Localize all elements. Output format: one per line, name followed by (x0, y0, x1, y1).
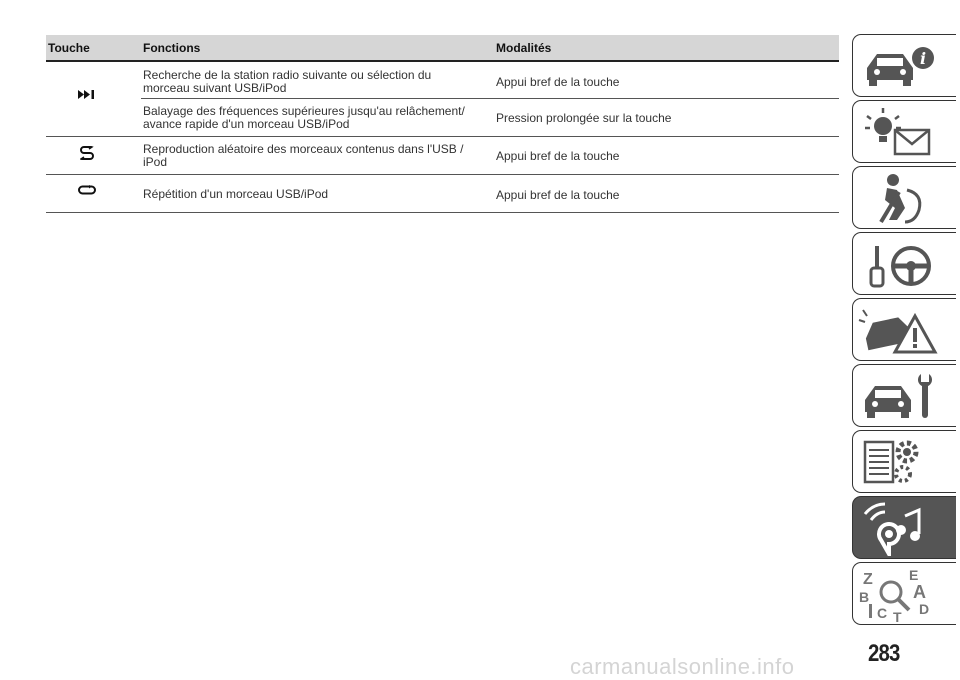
seat-airbag-icon (857, 170, 953, 226)
car-crash-warning-icon (857, 302, 953, 358)
car-info-icon (857, 38, 953, 94)
table-row (46, 62, 839, 137)
specs-gears-icon (857, 434, 953, 490)
mode-text: Appui bref de la touche (496, 75, 620, 89)
table-row (46, 137, 839, 175)
tab-car-info[interactable] (852, 34, 956, 97)
svg-text:i: i (920, 49, 927, 68)
svg-text:T: T (893, 609, 902, 622)
watermark: carmanualsonline.info (570, 654, 795, 679)
svg-text:C: C (877, 605, 888, 621)
shuffle-icon (46, 146, 128, 160)
warning-light-message-icon (857, 104, 953, 160)
mode-text: Appui bref de la touche (496, 149, 620, 163)
function-text: Répétition d'un morceau USB/iPod (143, 187, 329, 201)
tab-multimedia[interactable] (852, 496, 956, 559)
tab-starting-driving[interactable] (852, 232, 956, 295)
tab-maintenance[interactable] (852, 364, 956, 427)
mode-text: Appui bref de la touche (496, 188, 620, 202)
svg-text:Z: Z (863, 571, 873, 588)
svg-text:E: E (909, 567, 919, 583)
controls-table (46, 35, 839, 213)
mode-text: Pression prolongée sur la touche (496, 111, 672, 125)
header-fonctions: Fonctions (143, 41, 201, 55)
alphabetical-index-icon (857, 566, 953, 622)
table-row (46, 175, 839, 213)
tab-emergency[interactable] (852, 298, 956, 361)
tab-safety[interactable] (852, 166, 956, 229)
function-text: Reproduction aléatoire des morceaux contenus dans l'USB / iPod (143, 142, 464, 169)
tab-index[interactable] (852, 562, 956, 625)
header-modalites: Modalités (496, 41, 552, 55)
key-steering-wheel-icon (857, 236, 953, 292)
multimedia-music-icon (857, 500, 953, 556)
tab-technical-data[interactable] (852, 430, 956, 493)
svg-text:B: B (859, 589, 870, 605)
svg-text:D: D (919, 601, 930, 617)
skip-next-icon (46, 90, 128, 99)
table-header (46, 35, 839, 62)
page-number: 283 (868, 640, 900, 667)
function-text: Recherche de la station radio suivante ou sélection du morceau suivant USB/iPod (143, 68, 432, 95)
repeat-icon (46, 185, 128, 195)
header-touche: Touche (48, 41, 90, 55)
car-wrench-icon (857, 368, 953, 424)
function-text: Balayage des fréquences supérieures jusqu'au relâchement/ avance rapide d'un morceau USB/iPod (143, 104, 465, 131)
row-divider (141, 98, 839, 99)
tab-warning-lights[interactable] (852, 100, 956, 163)
svg-text:A: A (913, 582, 926, 602)
